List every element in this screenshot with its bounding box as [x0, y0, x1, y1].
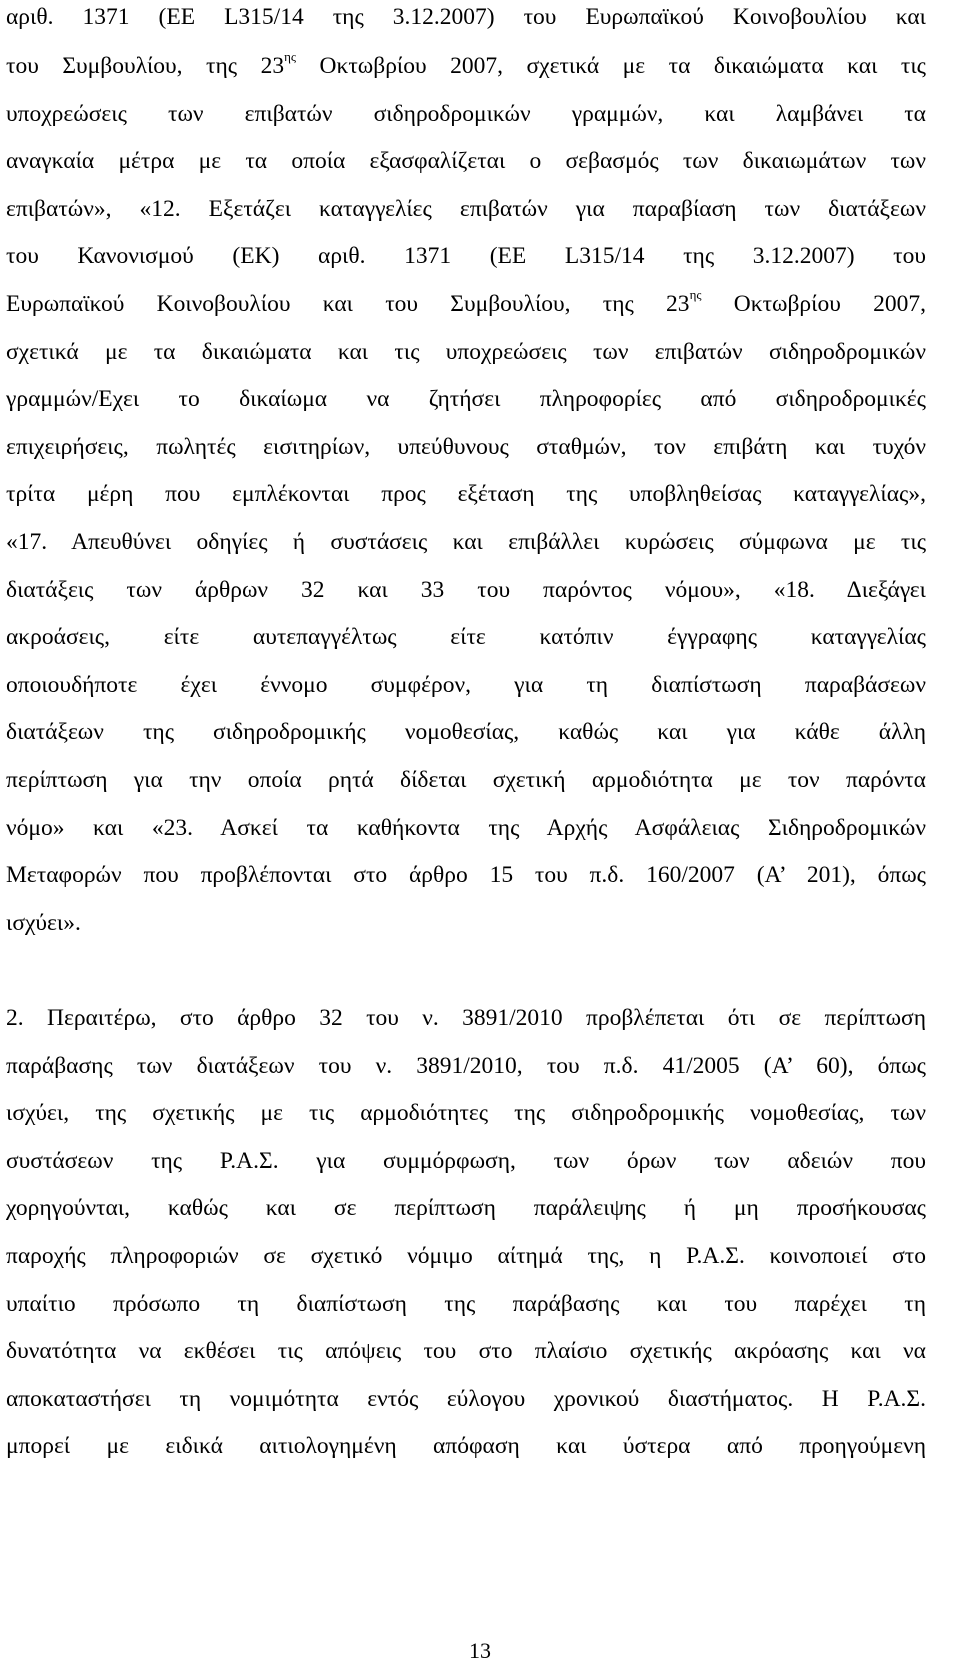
text-line: ισχύει, της σχετικής με τις αρμοδιότητες της σιδηροδρομικής νομοθεσίας, των	[6, 1100, 926, 1126]
text-line: περίπτωση για την οποία ρητά δίδεται σχετική αρμοδιότητα με τον παρόντα	[6, 767, 926, 793]
text-line: Μεταφορών που προβλέπονται στο άρθρο 15 του π.δ. 160/2007 (Α’ 201), όπως	[6, 862, 926, 888]
text-line: του Κανονισμού (ΕΚ) αριθ. 1371 (ΕΕ L315/14 της 3.12.2007) του	[6, 243, 926, 269]
text-line: παροχής πληροφοριών σε σχετικό νόμιμο αίτημά της, η Ρ.Α.Σ. κοινοποιεί στο	[6, 1243, 926, 1269]
text-line: μπορεί με ειδικά αιτιολογημένη απόφαση και ύστερα από προηγούμενη	[6, 1433, 926, 1459]
text-line: επιβατών», «12. Εξετάζει καταγγελίες επιβατών για παραβίαση των διατάξεων	[6, 196, 926, 222]
text-line: τρίτα μέρη που εμπλέκονται προς εξέταση της υποβληθείσας καταγγελίας»,	[6, 481, 926, 507]
text-line: χορηγούνται, καθώς και σε περίπτωση παράλειψης ή μη προσήκουσας	[6, 1195, 926, 1221]
text-line: του Συμβουλίου, της $23^{\eta\varsigma}$ Οκτωβρίου 2007, σχετικά με τα δικαιώματα και τις	[6, 49, 926, 79]
text-line: ισχύει».	[6, 910, 81, 936]
text-line: διατάξεις των άρθρων 32 και 33 του παρόντος νόμου», «18. Διεξάγει	[6, 577, 926, 603]
superscript-ordinal: ης	[689, 287, 702, 303]
text-line: δυνατότητα να εκθέσει τις απόψεις του στο πλαίσιο σχετικής ακρόασης και να	[6, 1338, 926, 1364]
text-line: οποιουδήποτε έχει έννομο συμφέρον, για τη διαπίστωση παραβάσεων	[6, 672, 926, 698]
text-line: αναγκαία μέτρα με τα οποία εξασφαλίζεται ο σεβασμός των δικαιωμάτων των	[6, 148, 926, 174]
text-line: παράβασης των διατάξεων του ν. 3891/2010, του π.δ. 41/2005 (Α’ 60), όπως	[6, 1053, 926, 1079]
text-line: ακροάσεις, είτε αυτεπαγγέλτως είτε κατόπιν έγγραφης καταγγελίας	[6, 624, 926, 650]
text-line: αριθ. 1371 (ΕΕ L315/14 της 3.12.2007) του Ευρωπαϊκού Κοινοβουλίου και	[6, 4, 926, 30]
text-line: υπαίτιο πρόσωπο τη διαπίστωση της παράβασης και του παρέχει τη	[6, 1291, 926, 1317]
text-line: επιχειρήσεις, πωλητές εισιτηρίων, υπεύθυνους σταθμών, τον επιβάτη και τυχόν	[6, 434, 926, 460]
page-number: 13	[469, 1638, 491, 1663]
text-line: σχετικά με τα δικαιώματα και τις υποχρεώσεις των επιβατών σιδηροδρομικών	[6, 339, 926, 365]
superscript-ordinal: ης	[284, 49, 297, 65]
text-line: 2. Περαιτέρω, στο άρθρο 32 του ν. 3891/2010 προβλέπεται ότι σε περίπτωση	[6, 1005, 926, 1031]
text-line: συστάσεων της Ρ.Α.Σ. για συμμόρφωση, των όρων των αδειών που	[6, 1148, 926, 1174]
text-line: αποκαταστήσει τη νομιμότητα εντός εύλογου χρονικού διαστήματος. Η Ρ.Α.Σ.	[6, 1386, 926, 1412]
text-line: «17. Απευθύνει οδηγίες ή συστάσεις και επιβάλλει κυρώσεις σύμφωνα με τις	[6, 529, 926, 555]
text-line: διατάξεων της σιδηροδρομικής νομοθεσίας, καθώς και για κάθε άλλη	[6, 719, 926, 745]
text-line: γραμμών/Εχει το δικαίωμα να ζητήσει πληροφορίες από σιδηροδρομικές	[6, 386, 926, 412]
text-line: υποχρεώσεις των επιβατών σιδηροδρομικών γραμμών, και λαμβάνει τα	[6, 101, 926, 127]
text-line: νόμο» και «23. Ασκεί τα καθήκοντα της Αρχής Ασφάλειας Σιδηροδρομικών	[6, 815, 926, 841]
text-line: Ευρωπαϊκού Κοινοβουλίου και του Συμβουλίου, της $23^{\eta\varsigma}$ Οκτωβρίου 2007,	[6, 287, 926, 317]
